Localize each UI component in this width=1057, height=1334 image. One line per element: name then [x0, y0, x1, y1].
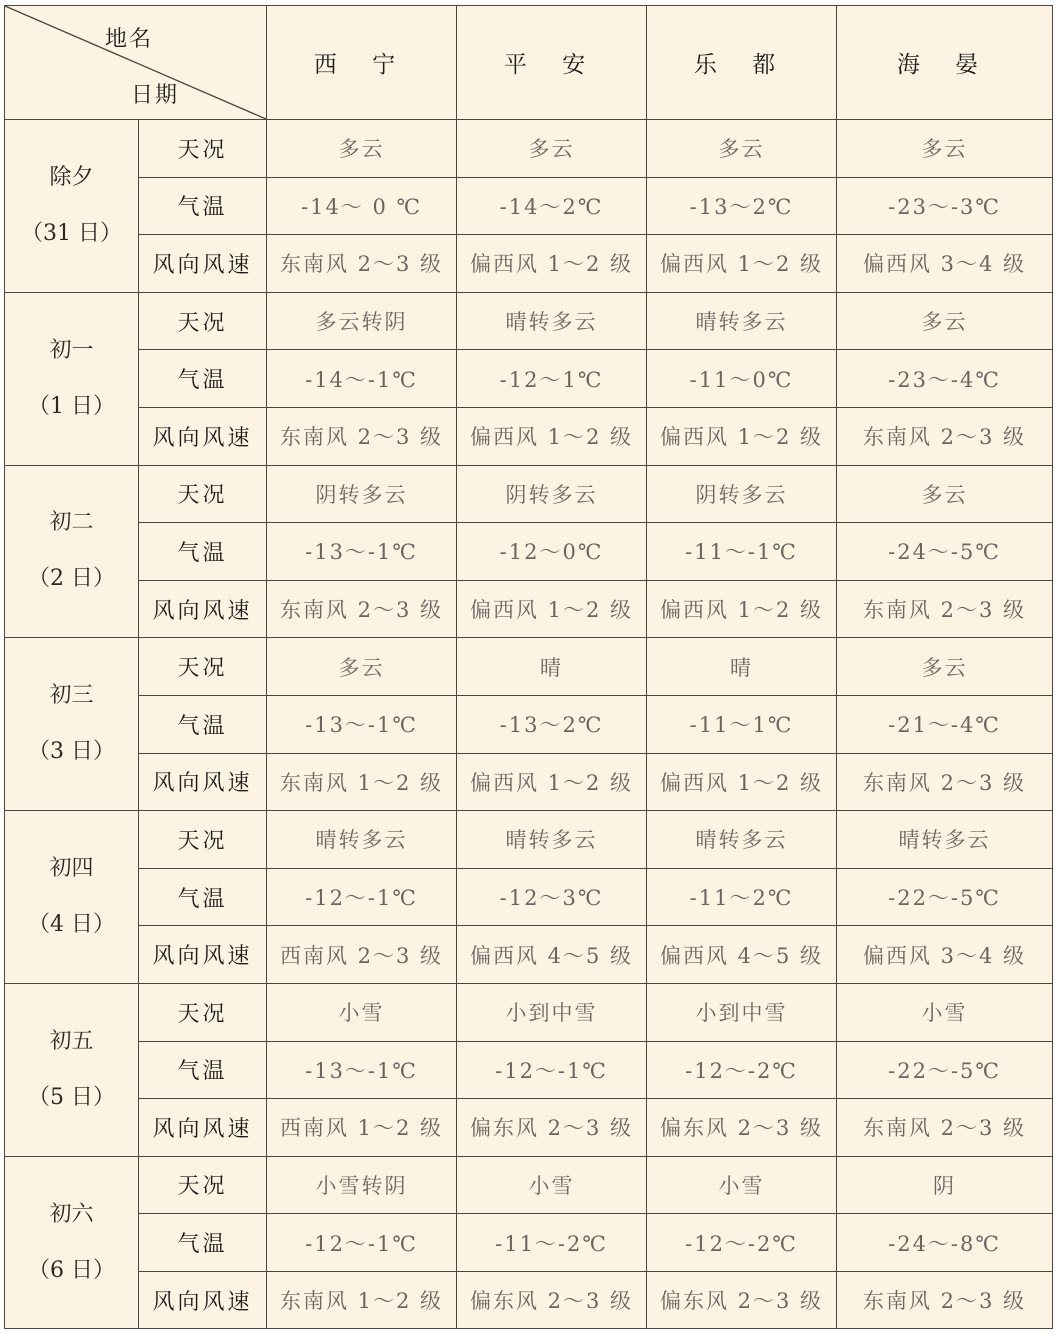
wind-value-haiyan: 东南风 2～3 级 [837, 753, 1053, 811]
day-name: 初三 [49, 683, 94, 709]
weather-condition-value-xining: 小雪转阴 [267, 1156, 457, 1214]
wind-label: 风向风速 [139, 926, 267, 984]
temperature-label: 气温 [139, 1041, 267, 1099]
temperature-label: 气温 [139, 350, 267, 408]
weather-condition-value-pingan: 小雪 [457, 1156, 647, 1214]
wind-value-pingan: 偏西风 4～5 级 [457, 926, 647, 984]
temperature-value-ledu: -11～1℃ [647, 695, 837, 753]
temperature-value-haiyan: -24～-5℃ [837, 523, 1053, 581]
forecast-row [5, 1271, 1053, 1329]
weather-condition-value-pingan: 小到中雪 [457, 983, 647, 1041]
temperature-value-ledu: -11～2℃ [647, 868, 837, 926]
temperature-value-ledu: -11～-1℃ [647, 523, 837, 581]
temperature-value-xining: -14～-1℃ [267, 350, 457, 408]
day-name: 初一 [49, 337, 94, 363]
day-date: （6 日） [28, 1257, 115, 1283]
forecast-row [5, 523, 1053, 581]
forecast-row [5, 868, 1053, 926]
wind-value-ledu: 偏东风 2～3 级 [647, 1099, 837, 1157]
wind-value-haiyan: 东南风 2～3 级 [837, 580, 1053, 638]
day-label-cell [5, 811, 139, 984]
day-name: 初四 [49, 856, 94, 882]
weather-condition-value-xining: 多云 [267, 120, 457, 178]
temperature-value-xining: -13～-1℃ [267, 695, 457, 753]
weather-condition-value-ledu: 晴转多云 [647, 811, 837, 869]
temperature-value-ledu: -13～2℃ [647, 177, 837, 235]
corner-header-cell [5, 6, 267, 120]
day-label-cell [5, 292, 139, 465]
wind-value-haiyan: 东南风 2～3 级 [837, 1271, 1053, 1329]
weather-condition-value-pingan: 多云 [457, 120, 647, 178]
forecast-row [5, 1099, 1053, 1157]
weather-condition-label: 天况 [139, 120, 267, 178]
forecast-row [5, 1156, 1053, 1214]
forecast-row [5, 120, 1053, 178]
weather-condition-value-pingan: 晴转多云 [457, 292, 647, 350]
wind-value-xining: 西南风 1～2 级 [267, 1099, 457, 1157]
header-row [5, 6, 1053, 120]
day-date: （31 日） [21, 220, 122, 246]
weather-condition-value-xining: 小雪 [267, 983, 457, 1041]
wind-value-xining: 东南风 2～3 级 [267, 407, 457, 465]
wind-value-ledu: 偏西风 1～2 级 [647, 407, 837, 465]
wind-label: 风向风速 [139, 753, 267, 811]
wind-label: 风向风速 [139, 1271, 267, 1329]
wind-value-xining: 西南风 2～3 级 [267, 926, 457, 984]
temperature-label: 气温 [139, 695, 267, 753]
temperature-value-xining: -13～-1℃ [267, 1041, 457, 1099]
day-label-cell [5, 983, 139, 1156]
weather-condition-value-ledu: 晴 [647, 638, 837, 696]
weather-condition-value-xining: 晴转多云 [267, 811, 457, 869]
day-date: （3 日） [28, 739, 115, 765]
day-name: 初六 [49, 1201, 94, 1227]
wind-value-haiyan: 东南风 2～3 级 [837, 407, 1053, 465]
forecast-row [5, 350, 1053, 408]
wind-label: 风向风速 [139, 1099, 267, 1157]
temperature-value-pingan: -12～1℃ [457, 350, 647, 408]
weather-forecast-table-container [4, 5, 1052, 1328]
temperature-value-haiyan: -23～-4℃ [837, 350, 1053, 408]
wind-value-ledu: 偏西风 1～2 级 [647, 753, 837, 811]
temperature-value-haiyan: -22～-5℃ [837, 1041, 1053, 1099]
temperature-value-haiyan: -24～-8℃ [837, 1214, 1053, 1272]
temperature-value-pingan: -11～-2℃ [457, 1214, 647, 1272]
temperature-value-pingan: -12～3℃ [457, 868, 647, 926]
weather-condition-value-ledu: 多云 [647, 120, 837, 178]
wind-label: 风向风速 [139, 407, 267, 465]
wind-value-ledu: 偏西风 4～5 级 [647, 926, 837, 984]
forecast-row [5, 177, 1053, 235]
wind-value-xining: 东南风 2～3 级 [267, 235, 457, 293]
weather-condition-value-haiyan: 阴 [837, 1156, 1053, 1214]
forecast-row [5, 695, 1053, 753]
forecast-row [5, 811, 1053, 869]
forecast-row [5, 407, 1053, 465]
temperature-value-xining: -12～-1℃ [267, 868, 457, 926]
weather-forecast-table [4, 5, 1053, 1329]
forecast-row [5, 292, 1053, 350]
day-name: 初五 [49, 1028, 94, 1054]
weather-condition-value-haiyan: 多云 [837, 120, 1053, 178]
wind-value-xining: 东南风 1～2 级 [267, 1271, 457, 1329]
wind-label: 风向风速 [139, 580, 267, 638]
wind-value-ledu: 偏东风 2～3 级 [647, 1271, 837, 1329]
day-date: （4 日） [28, 912, 115, 938]
weather-condition-value-haiyan: 多云 [837, 465, 1053, 523]
wind-value-haiyan: 东南风 2～3 级 [837, 1099, 1053, 1157]
day-date: （5 日） [28, 1084, 115, 1110]
temperature-label: 气温 [139, 868, 267, 926]
temperature-value-xining: -13～-1℃ [267, 523, 457, 581]
wind-value-xining: 东南风 1～2 级 [267, 753, 457, 811]
temperature-value-xining: -12～-1℃ [267, 1214, 457, 1272]
wind-value-ledu: 偏西风 1～2 级 [647, 580, 837, 638]
day-date: （1 日） [28, 393, 115, 419]
weather-condition-value-haiyan: 小雪 [837, 983, 1053, 1041]
weather-condition-label: 天况 [139, 638, 267, 696]
date-axis-label: 日期 [131, 83, 180, 108]
forecast-row [5, 580, 1053, 638]
weather-condition-value-xining: 多云转阴 [267, 292, 457, 350]
wind-value-xining: 东南风 2～3 级 [267, 580, 457, 638]
temperature-value-xining: -14～ 0 ℃ [267, 177, 457, 235]
wind-value-pingan: 偏东风 2～3 级 [457, 1099, 647, 1157]
wind-value-pingan: 偏西风 1～2 级 [457, 235, 647, 293]
temperature-value-haiyan: -22～-5℃ [837, 868, 1053, 926]
day-label-cell [5, 465, 139, 638]
location-header-pingan: 平 安 [457, 6, 647, 120]
temperature-value-haiyan: -23～-3℃ [837, 177, 1053, 235]
location-header-haiyan: 海 晏 [837, 6, 1053, 120]
temperature-value-pingan: -12～0℃ [457, 523, 647, 581]
weather-condition-value-haiyan: 多云 [837, 292, 1053, 350]
location-header-ledu: 乐 都 [647, 6, 837, 120]
location-axis-label: 地名 [105, 27, 154, 52]
temperature-value-haiyan: -21～-4℃ [837, 695, 1053, 753]
forecast-row [5, 1214, 1053, 1272]
weather-condition-value-ledu: 小到中雪 [647, 983, 837, 1041]
forecast-row [5, 926, 1053, 984]
wind-value-pingan: 偏东风 2～3 级 [457, 1271, 647, 1329]
temperature-value-pingan: -14～2℃ [457, 177, 647, 235]
forecast-row [5, 235, 1053, 293]
forecast-row [5, 983, 1053, 1041]
forecast-row [5, 638, 1053, 696]
forecast-row [5, 753, 1053, 811]
weather-condition-value-xining: 多云 [267, 638, 457, 696]
weather-condition-label: 天况 [139, 465, 267, 523]
weather-condition-label: 天况 [139, 811, 267, 869]
wind-value-pingan: 偏西风 1～2 级 [457, 753, 647, 811]
temperature-value-ledu: -12～-2℃ [647, 1041, 837, 1099]
temperature-value-ledu: -12～-2℃ [647, 1214, 837, 1272]
weather-condition-value-pingan: 阴转多云 [457, 465, 647, 523]
day-label-cell [5, 638, 139, 811]
wind-value-pingan: 偏西风 1～2 级 [457, 580, 647, 638]
day-label-cell [5, 1156, 139, 1329]
weather-condition-value-haiyan: 晴转多云 [837, 811, 1053, 869]
wind-value-pingan: 偏西风 1～2 级 [457, 407, 647, 465]
day-name: 除夕 [49, 164, 94, 190]
temperature-label: 气温 [139, 177, 267, 235]
temperature-value-ledu: -11～0℃ [647, 350, 837, 408]
temperature-label: 气温 [139, 523, 267, 581]
location-header-xining: 西 宁 [267, 6, 457, 120]
temperature-value-pingan: -12～-1℃ [457, 1041, 647, 1099]
weather-condition-value-pingan: 晴 [457, 638, 647, 696]
weather-condition-label: 天况 [139, 983, 267, 1041]
forecast-row [5, 1041, 1053, 1099]
weather-condition-value-ledu: 阴转多云 [647, 465, 837, 523]
day-name: 初二 [49, 510, 94, 536]
weather-condition-value-pingan: 晴转多云 [457, 811, 647, 869]
day-label-cell [5, 120, 139, 293]
temperature-label: 气温 [139, 1214, 267, 1272]
wind-value-haiyan: 偏西风 3～4 级 [837, 926, 1053, 984]
weather-condition-label: 天况 [139, 1156, 267, 1214]
wind-label: 风向风速 [139, 235, 267, 293]
weather-condition-value-ledu: 晴转多云 [647, 292, 837, 350]
wind-value-haiyan: 偏西风 3～4 级 [837, 235, 1053, 293]
weather-condition-label: 天况 [139, 292, 267, 350]
weather-condition-value-ledu: 小雪 [647, 1156, 837, 1214]
forecast-row [5, 465, 1053, 523]
weather-condition-value-xining: 阴转多云 [267, 465, 457, 523]
weather-condition-value-haiyan: 多云 [837, 638, 1053, 696]
day-date: （2 日） [28, 566, 115, 592]
temperature-value-pingan: -13～2℃ [457, 695, 647, 753]
wind-value-ledu: 偏西风 1～2 级 [647, 235, 837, 293]
